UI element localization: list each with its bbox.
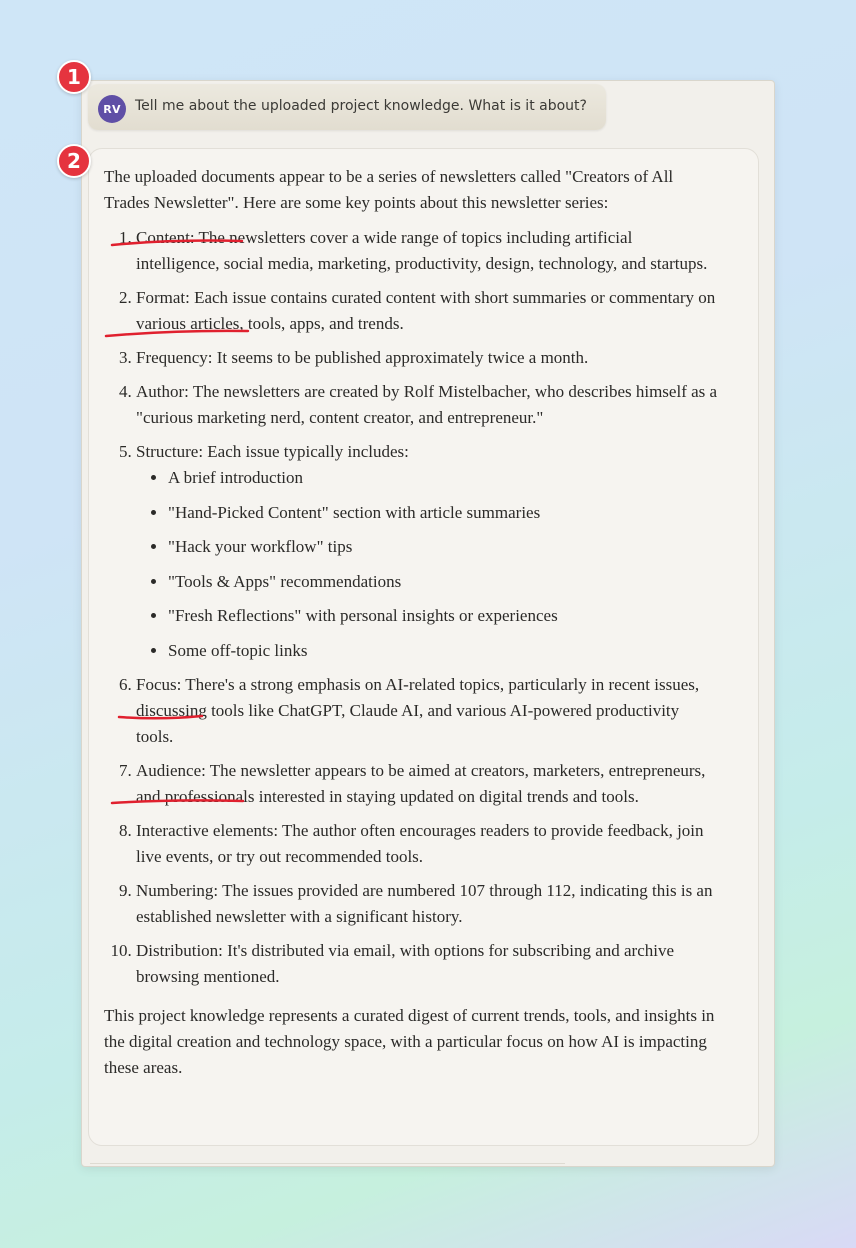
annotation-badge-1: 1 <box>57 60 91 94</box>
structure-sublist <box>136 465 719 664</box>
sublist-item: • A brief introduction <box>168 465 719 491</box>
sublist-item: • "Tools & Apps" recommendations <box>168 569 719 595</box>
list-item-text: Interactive elements: The author often encourages readers to provide feedback, join live events, or try out recommended tools. <box>136 821 704 866</box>
user-message <box>88 84 606 130</box>
list-item <box>136 379 719 431</box>
reply-intro: The uploaded documents appear to be a series of newsletters called "Creators of All Trades Newsletter". Here are some key points about this newsletter series: <box>104 167 674 212</box>
list-item <box>136 285 719 337</box>
sublist-item: • "Hack your workflow" tips <box>168 534 719 560</box>
list-item-text: Content: The newsletters cover a wide range of topics including artificial intelligence, social media, marketing, productivity, design, technology, and startups. <box>136 228 708 273</box>
list-item <box>136 818 719 870</box>
list-item-text: Audience: The newsletter appears to be aimed at creators, marketers, entrepreneurs, and professionals interested in staying updated on digital trends and tools. <box>136 761 706 806</box>
list-item-text: Numbering: The issues provided are numbered 107 through 112, indicating this is an established newsletter with a significant history. <box>136 881 713 926</box>
reply-content <box>104 164 719 1081</box>
list-item <box>136 345 719 371</box>
list-item <box>136 938 719 990</box>
sublist-item: • Some off-topic links <box>168 638 719 664</box>
list-item <box>136 758 719 810</box>
list-item-text: Author: The newsletters are created by Rolf Mistelbacher, who describes himself as a "curious marketing nerd, content creator, and entrepreneur." <box>136 382 718 427</box>
user-message-text: Tell me about the uploaded project knowledge. What is it about? <box>135 98 587 114</box>
key-points-list <box>104 225 719 990</box>
list-item-text: Structure: Each issue typically includes: <box>136 442 409 461</box>
list-item <box>136 878 719 930</box>
window-divider <box>90 1163 565 1164</box>
annotation-badge-2: 2 <box>57 144 91 178</box>
sublist-item: • "Hand-Picked Content" section with article summaries <box>168 500 719 526</box>
list-item-text: Format: Each issue contains curated content with short summaries or commentary on various articles, tools, apps, and trends. <box>136 288 716 333</box>
list-item-text: Frequency: It seems to be published approximately twice a month. <box>136 348 589 367</box>
assistant-reply <box>88 148 759 1146</box>
reply-closing: This project knowledge represents a curated digest of current trends, tools, and insights in the digital creation and technology space, with a particular focus on how AI is impacting these areas. <box>104 1006 715 1077</box>
list-item-text: Focus: There's a strong emphasis on AI-related topics, particularly in recent issues, discussing tools like ChatGPT, Claude AI, and various AI-powered productivity tools. <box>136 675 700 746</box>
list-item-text: Distribution: It's distributed via email, with options for subscribing and archive browsing mentioned. <box>136 941 675 986</box>
list-item <box>136 439 719 664</box>
list-item <box>136 672 719 750</box>
user-avatar[interactable]: RV <box>98 95 126 123</box>
sublist-item: • "Fresh Reflections" with personal insights or experiences <box>168 603 719 629</box>
list-item <box>136 225 719 277</box>
